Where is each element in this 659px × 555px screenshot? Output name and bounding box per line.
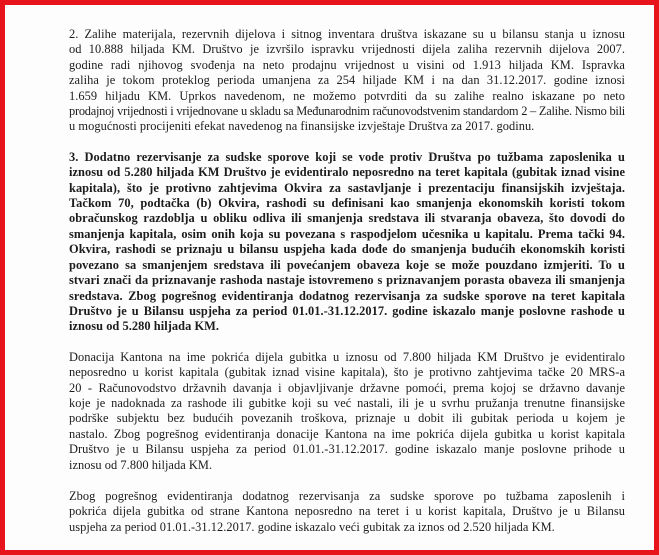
text-line: iznosu od 5.280 hiljada KM Društvo je evidentiralo neposredno na teret kapitala (gubitak iznad visine [69, 165, 625, 180]
text-line: zaliha je tokom proteklog perioda umanjena za 254 hiljade KM i na dan 31.12.2017. godine iznosi [69, 73, 625, 88]
text-line: iznosu od 5.280 hiljada KM. [69, 319, 220, 334]
text-line: pokrića dijela gubitka od strane Kantona neposredno na teret i u korist kapitala, Društvo je u Bilansu [69, 504, 625, 519]
text-line: Donacija Kantona na ime pokrića dijela gubitka u iznosu od 7.800 hiljada KM Društvo je evidentiralo [69, 349, 625, 364]
text-line: Društvo je u Bilansu uspjeha za period 01.01.-31.12.2017. godine iskazalo manje poslovne rashode u [69, 303, 625, 318]
text-line: uspjeha za period 01.01.-31.12.2017. godine iskazalo veći gubitak za iznos od 2.520 hiljada KM. [69, 519, 555, 534]
paragraph-5-summary [69, 489, 625, 535]
text-line: od 10.888 hiljada KM. Društvo je izvršilo ispravku vrijednosti dijela zaliha rezervnih dijelova 2007. [69, 42, 625, 57]
text-line: podrške subjektu bez budućih povezanih troškova, priznaje u dobit ili gubitak perioda u kojem je [69, 411, 625, 426]
text-line: neposredno u korist kapitala (gubitak iznad visine kapitala), što je protivno zahtjevima tačke 20 MRS-a [69, 365, 625, 380]
text-line: Zbog pogrešnog evidentiranja dodatnog rezervisanja za sudske sporove po tužbama zaposlenih i [69, 488, 625, 503]
text-line: godine radi njihovog svođenja na neto prodajnu vrijednost u visini od 1.913 hiljada KM. Ispravka [69, 57, 625, 72]
text-line: smanjenja kapitala, osim onih koja su povezana s raspodjelom učesnika u kapitalu. Prema tački 94. [69, 226, 625, 241]
text-line: povezano sa smanjenjem sredstava ili povećanjem obaveza koje se može pouzdano izmjeriti. To u [69, 257, 625, 272]
text-line: 3. Dodatno rezervisanje za sudske sporove koji se vode protiv Društva po tužbama zaposlenika u [69, 149, 625, 164]
text-line: koje je nadoknada za rashode ili gubitke koji su već nastali, ili je u svrhu pružanja trenutne finansijske [69, 395, 625, 410]
text-line: sredstava. Zbog pogrešnog evidentiranja dodatnog rezervisanja za sudske sporove na teret kapitala [69, 288, 625, 303]
text-line: obračunskog razdoblja u obliku odliva ili smanjenja sredstava ili stvaranja obaveza, što dovodi do [69, 211, 625, 226]
paragraph-2-inventory [69, 27, 625, 135]
text-line: stvari znači da priznavanje rashoda nastaje istovremeno s priznavanjem porasta obaveza ili smanjenja [69, 273, 625, 288]
text-line: u mogućnosti procijeniti efekat navedenog na finansijske izvještaje Društva za 2017. godinu. [69, 119, 535, 134]
text-line: prodajnoj vrijednosti i vrijednovane u skladu sa Međunarodnim računovodstvenim standardom 2 – Zalihe. Nismo bili [69, 104, 625, 119]
text-line: 2. Zalihe materijala, rezervnih dijelova i sitnog inventara društva iskazane su u bilansu stanja u iznosu [69, 27, 625, 41]
text-line: 20 - Računovodstvo državnih davanja i objavljivanje državne pomoći, prema kojoj se državno davanje [69, 380, 625, 395]
document-page [69, 27, 625, 549]
text-line: iznosu od 7.800 hiljada KM. [69, 457, 213, 472]
text-line: Društvo je u Bilansu uspjeha za period 01.01.-31.12.2017. godine iskazalo manje poslovne prihode u [69, 442, 625, 457]
text-line: Tačkom 70, podtačka (b) Okvira, rashodi su definisani kao smanjenja ekonomskih koristi tokom [69, 196, 625, 211]
paragraph-4-donation [69, 350, 625, 473]
text-line: kapitala), što je protivno zahtjevima Okvira za sastavljanje i prezentaciju finansijskih izvještaja. [69, 180, 625, 195]
text-line: nastalo. Zbog pogrešnog evidentiranja donacije Kantona na ime pokrića dijela gubitka u korist kapitala [69, 426, 625, 441]
paragraph-3-provisions [69, 150, 625, 335]
text-line: 1.659 hiljadu KM. Uprkos navedenom, ne možemo potvrditi da su zalihe realno iskazane po neto [69, 88, 625, 103]
text-line: Okvira, rashodi se priznaju u bilansu uspjeha kada dođe do smanjenja budućih ekonomskih koristi [69, 242, 625, 257]
